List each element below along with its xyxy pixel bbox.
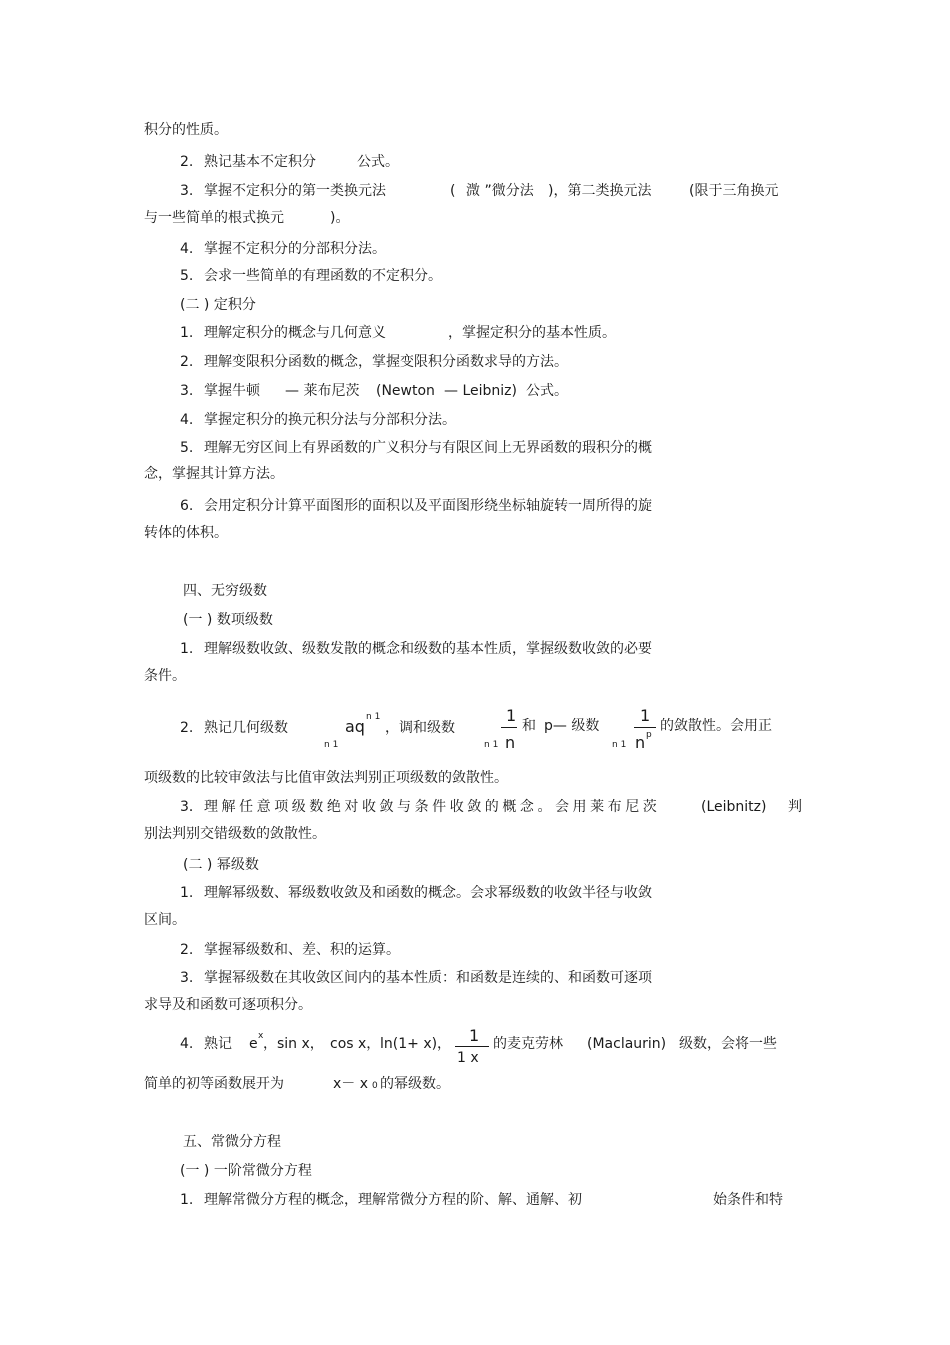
item-number: 2. xyxy=(180,720,194,736)
text-line: 公式。 xyxy=(526,383,568,399)
item-number: 3. xyxy=(180,383,194,399)
item-number: 2. xyxy=(180,154,194,170)
fraction-numerator: 1 xyxy=(506,706,517,725)
text-line: 的麦克劳林 xyxy=(493,1036,563,1052)
subsection-heading: (二 ) 定积分 xyxy=(180,297,256,313)
text-line: 理 解 任 意 项 级 数 绝 对 收 敛 与 条 件 收 敛 的 概 念 。 会 用 莱 布 尼 茨 xyxy=(204,799,657,815)
item-number: 5. xyxy=(180,268,194,284)
fraction-numerator: 1 xyxy=(640,706,651,725)
text-line: 理解级数收敛、级数发散的概念和级数的基本性质，掌握级数收敛的必要 xyxy=(204,641,652,657)
formula-geometric-term: aq xyxy=(345,717,365,736)
summation-index: n 1 xyxy=(484,740,499,750)
text-line: 条件。 xyxy=(144,668,186,684)
text-line: 掌握不定积分的分部积分法。 xyxy=(204,241,386,257)
text-line: ( xyxy=(450,183,456,199)
text-line: 级数，会将一些 xyxy=(679,1036,777,1052)
subsection-heading: (一 ) 一阶常微分方程 xyxy=(180,1163,312,1179)
text-line: (Newton xyxy=(376,383,435,399)
subsection-heading: (一 ) 数项级数 xyxy=(183,612,273,628)
text-line: 公式。 xyxy=(357,154,399,170)
text-line: (限于三角换元 xyxy=(689,183,779,199)
text-line: 简单的初等函数展开为 xyxy=(144,1076,284,1092)
fraction-denominator: n xyxy=(635,733,646,752)
item-number: 2. xyxy=(180,942,194,958)
fraction-numerator: 1 xyxy=(469,1026,480,1045)
text-line: 掌握不定积分的第一类换元法 xyxy=(204,183,386,199)
item-number: 5. xyxy=(180,440,194,456)
text-line: 掌握幂级数在其收敛区间内的基本性质：和函数是连续的、和函数可逐项 xyxy=(204,970,652,986)
text-line: cos x， xyxy=(330,1036,381,1052)
text-line: 始条件和特 xyxy=(713,1192,783,1208)
text-line: 与一些简单的根式换元 xyxy=(144,210,284,226)
fraction-bar xyxy=(501,727,517,728)
text-line: 理解常微分方程的概念，理解常微分方程的阶、解、通解、初 xyxy=(204,1192,582,1208)
text-line: 熟记 xyxy=(204,1036,232,1052)
item-number: 3. xyxy=(180,183,194,199)
text-line: 判 xyxy=(788,799,802,815)
text-line: 积分的性质。 xyxy=(144,122,228,138)
formula-expansion-point: x－ x xyxy=(333,1076,369,1092)
text-line: ln(1+ x)， xyxy=(380,1036,452,1052)
text-line: 的幂级数。 xyxy=(380,1076,450,1092)
text-line: 项级数的比较审敛法与比值审敛法判别正项级数的敛散性。 xyxy=(144,770,508,786)
formula-exponent: n 1 xyxy=(366,712,381,722)
formula-subscript: 0 xyxy=(372,1081,378,1091)
text-line: 掌握牛顿 xyxy=(204,383,260,399)
text-line: 掌握定积分的换元积分法与分部积分法。 xyxy=(204,412,456,428)
text-line: )，第二类换元法 xyxy=(548,183,652,199)
formula-exponent: p xyxy=(646,730,652,740)
text-line: 别法判别交错级数的敛散性。 xyxy=(144,826,326,842)
summation-index: n 1 xyxy=(324,740,339,750)
text-line: 熟记几何级数 xyxy=(204,720,288,736)
text-line: ，调和级数 xyxy=(385,720,455,736)
item-number: 6. xyxy=(180,498,194,514)
text-line: 理解定积分的概念与几何意义 xyxy=(204,325,386,341)
item-number: 3． xyxy=(180,799,203,815)
item-number: 1. xyxy=(180,885,194,901)
formula-exponent: x xyxy=(258,1031,264,1041)
text-line: ，sin x， xyxy=(263,1036,324,1052)
text-line: 区间。 xyxy=(144,912,186,928)
text-line: )。 xyxy=(330,210,350,226)
formula-exp-base: e xyxy=(249,1036,258,1052)
item-number: 1. xyxy=(180,1192,194,1208)
text-line: 念，掌握其计算方法。 xyxy=(144,466,284,482)
text-line: 理解幂级数、幂级数收敛及和函数的概念。会求幂级数的收敛半径与收敛 xyxy=(204,885,652,901)
item-number: 2. xyxy=(180,354,194,370)
text-line: (Maclaurin) xyxy=(587,1036,667,1052)
item-number: 4. xyxy=(180,412,194,428)
text-line: 溦 ”微分法 xyxy=(466,183,534,199)
section-heading: 五、常微分方程 xyxy=(183,1134,281,1150)
subsection-heading: (二 ) 幂级数 xyxy=(183,857,259,873)
text-line: 掌握幂级数和、差、积的运算。 xyxy=(204,942,400,958)
item-number: 1. xyxy=(180,325,194,341)
text-line: 理解变限积分函数的概念，掌握变限积分函数求导的方法。 xyxy=(204,354,568,370)
text-line: 和 xyxy=(522,718,536,734)
section-heading: 四、无穷级数 xyxy=(183,583,267,599)
item-number: 4. xyxy=(180,1036,194,1052)
summation-index: n 1 xyxy=(612,740,627,750)
fraction-bar xyxy=(634,727,656,728)
fraction-bar xyxy=(455,1046,489,1047)
text-line: 转体的体积。 xyxy=(144,525,228,541)
text-line: p— 级数 xyxy=(544,718,600,734)
item-number: 4. xyxy=(180,241,194,257)
text-line: 求导及和函数可逐项积分。 xyxy=(144,997,312,1013)
fraction-denominator: n xyxy=(505,733,516,752)
item-number: 3. xyxy=(180,970,194,986)
text-line: ，掌握定积分的基本性质。 xyxy=(448,325,616,341)
text-line: 的敛散性。会用正 xyxy=(660,718,772,734)
text-line: — Leibniz) xyxy=(444,383,517,399)
text-line: — 莱布尼茨 xyxy=(285,383,360,399)
text-line: 熟记基本不定积分 xyxy=(204,154,316,170)
text-line: (Leibnitz) xyxy=(701,799,767,815)
fraction-denominator: 1 x xyxy=(457,1050,479,1066)
item-number: 1. xyxy=(180,641,194,657)
text-line: 会用定积分计算平面图形的面积以及平面图形绕坐标轴旋转一周所得的旋 xyxy=(204,498,652,514)
text-line: 理解无穷区间上有界函数的广义积分与有限区间上无界函数的瑕积分的概 xyxy=(204,440,652,456)
text-line: 会求一些简单的有理函数的不定积分。 xyxy=(204,268,442,284)
